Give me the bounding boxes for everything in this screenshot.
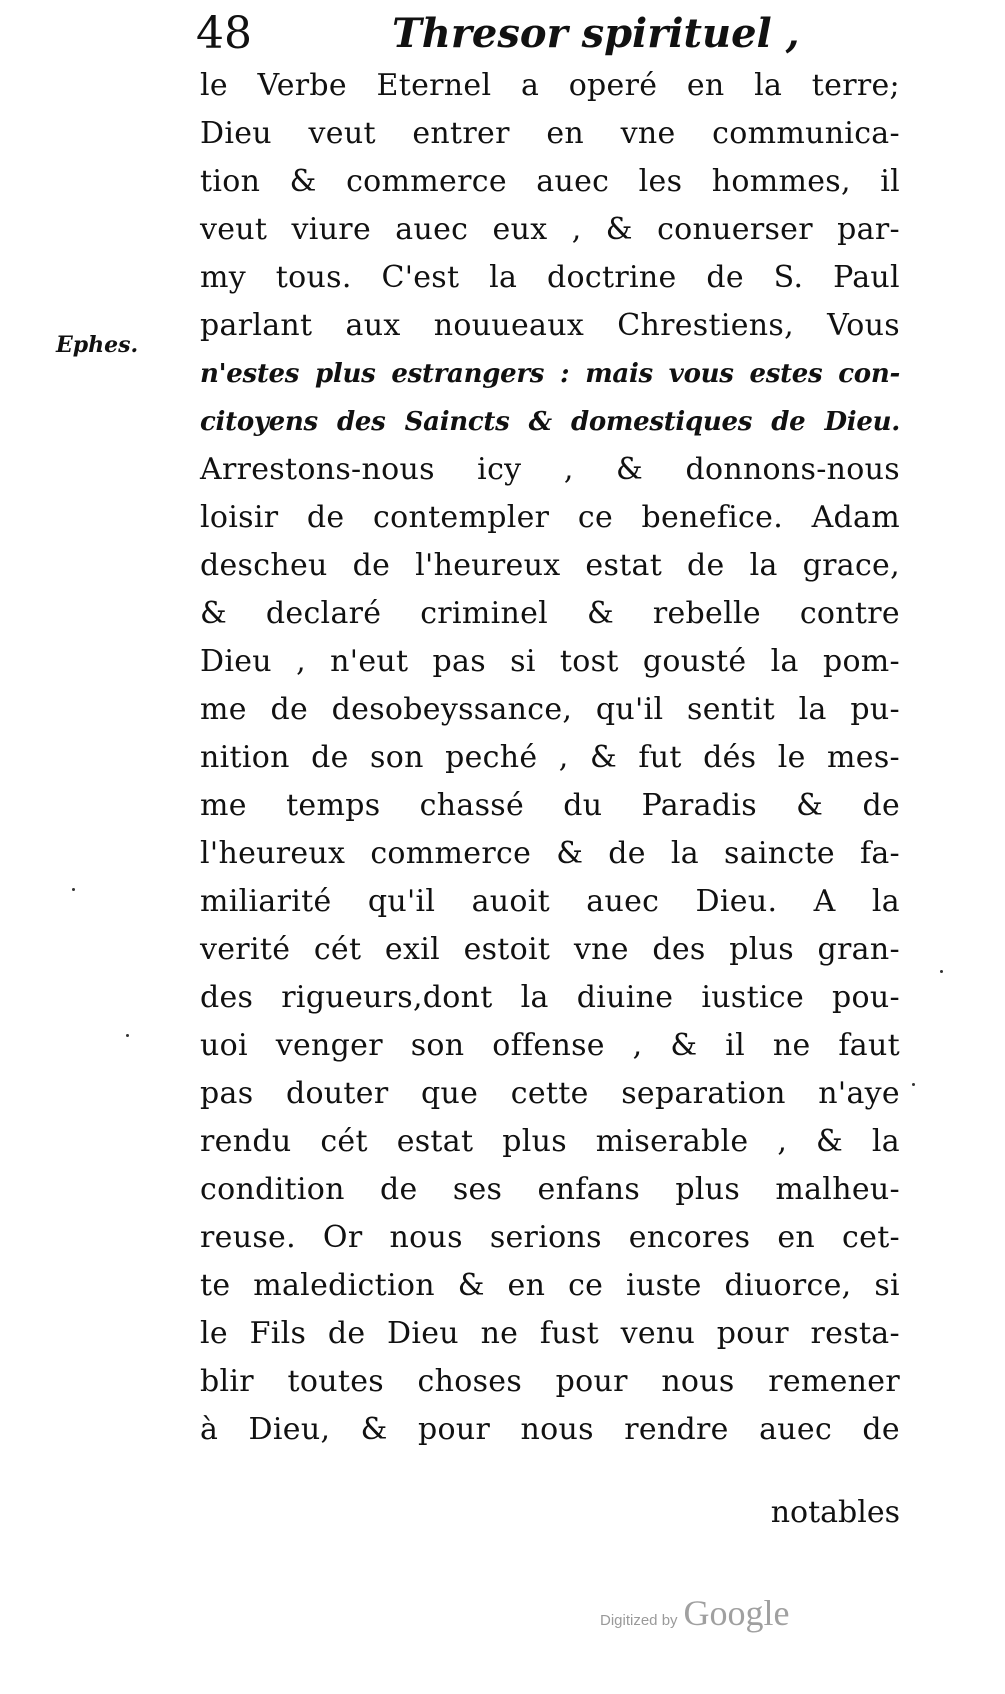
text-line: loisir de contempler ce benefice. Adam [200,500,900,535]
text-line: my tous. C'est la doctrine de S. Paul [200,260,900,295]
text-line: uoi venger son offense , & il ne faut [200,1028,900,1063]
text-line: blir toutes choses pour nous remener [200,1364,900,1399]
text-line: le Fils de Dieu ne fust venu pour resta- [200,1316,900,1351]
text-line: te malediction & en ce iuste diuorce, si [200,1268,900,1303]
google-logo: Google [683,1593,790,1633]
text-line: reuse. Or nous serions encores en cet- [200,1220,900,1255]
text-line: des rigueurs,dont la diuine iustice pou- [200,980,900,1015]
body-text [200,62,900,1454]
text-line: verité cét exil estoit vne des plus gran- [200,932,900,967]
text-line: nition de son peché , & fut dés le mes- [200,740,900,775]
text-line: l'heureux commerce & de la saincte fa- [200,836,900,871]
text-line: tion & commerce auec les hommes, il [200,164,900,199]
text-line: condition de ses enfans plus malheu- [200,1172,900,1207]
running-title: Thresor spirituel , [392,10,800,57]
text-line: miliarité qu'il auoit auec Dieu. A la [200,884,900,919]
margin-note: Ephes. [56,332,139,358]
text-line: veut viure auec eux , & conuerser par- [200,212,900,247]
text-line: rendu cét estat plus miserable , & la [200,1124,900,1159]
print-speck [912,1083,915,1086]
text-line: le Verbe Eternel a operé en la terre; [200,68,900,103]
digitized-prefix: Digitized by [600,1612,678,1629]
text-line: Dieu , n'eut pas si tost gousté la pom- [200,644,900,679]
text-line: pas douter que cette separation n'aye [200,1076,900,1111]
text-line: me de desobeyssance, qu'il sentit la pu- [200,692,900,727]
text-line: Arrestons-nous icy , & donnons-nous [200,452,900,487]
print-speck [72,888,75,891]
text-line: me temps chassé du Paradis & de [200,788,900,823]
text-line: citoyens des Saincts & domestiques de Dieu. [200,407,900,437]
print-speck [126,1034,129,1037]
text-line: parlant aux nouueaux Chrestiens, Vous [200,308,900,343]
catchword: notables [770,1495,900,1530]
print-speck [940,970,943,973]
text-line: Dieu veut entrer en vne communica- [200,116,900,151]
text-line: n'estes plus estrangers : mais vous estes con- [200,359,900,389]
text-line: descheu de l'heureux estat de la grace, [200,548,900,583]
digitized-watermark [600,1592,790,1634]
text-line: à Dieu, & pour nous rendre auec de [200,1412,900,1447]
text-line: & declaré criminel & rebelle contre [200,596,900,631]
page-number: 48 [196,8,252,59]
